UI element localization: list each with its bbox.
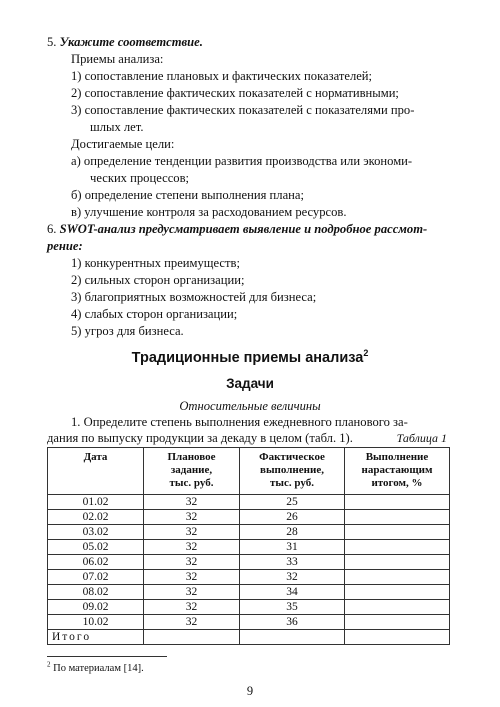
footnote-rule xyxy=(47,656,167,657)
cell-date: 03.02 xyxy=(48,525,144,540)
section-title xyxy=(0,349,500,367)
question-5-text: Укажите соответствие. xyxy=(59,35,203,49)
table-row xyxy=(48,570,450,585)
task-1-line-1: 1. Определите степень выполнения ежедневного планового за- xyxy=(71,415,408,429)
cell-date: 02.02 xyxy=(48,510,144,525)
total-empty-cell xyxy=(240,630,345,645)
cell-date: 06.02 xyxy=(48,555,144,570)
swot-item-2: 2) сильных сторон организации; xyxy=(71,273,245,287)
table-label: Таблица 1 xyxy=(396,431,447,445)
cell-plan: 32 xyxy=(144,525,240,540)
cell-cumulative xyxy=(345,570,450,585)
cell-actual: 26 xyxy=(240,510,345,525)
table-row xyxy=(48,585,450,600)
header-date: Дата xyxy=(48,448,144,495)
total-empty-cell xyxy=(345,630,450,645)
page-number: 9 xyxy=(246,684,254,698)
method-item-1: 1) сопоставление плановых и фактических показателей; xyxy=(71,69,373,83)
question-6-text: SWOT-анализ предусматривает выявление и подробное рассмот- xyxy=(59,222,428,236)
method-item-3: 3) сопоставление фактических показателей с показателями про- xyxy=(71,103,415,117)
question-6-line-1 xyxy=(47,221,427,238)
cell-cumulative xyxy=(345,540,450,555)
cell-actual: 36 xyxy=(240,615,345,630)
cell-actual: 34 xyxy=(240,585,345,600)
cell-actual: 25 xyxy=(240,495,345,510)
cell-plan: 32 xyxy=(144,615,240,630)
goal-item-b: б) определение степени выполнения плана; xyxy=(71,188,304,202)
cell-plan: 32 xyxy=(144,540,240,555)
cell-actual: 33 xyxy=(240,555,345,570)
question-5-title xyxy=(47,34,203,51)
cell-cumulative xyxy=(345,525,450,540)
question-5-number: 5. xyxy=(47,35,57,49)
cell-date: 01.02 xyxy=(48,495,144,510)
table-body xyxy=(48,495,450,645)
cell-cumulative xyxy=(345,600,450,615)
footnote xyxy=(47,662,144,675)
task-1-line-2: дания по выпуску продукции за декаду в целом (табл. 1). xyxy=(47,431,353,445)
section-footnote-mark: 2 xyxy=(363,348,369,359)
total-empty-cell xyxy=(144,630,240,645)
topic-title: Относительные величины xyxy=(179,399,321,413)
cell-plan: 32 xyxy=(144,555,240,570)
cell-cumulative xyxy=(345,585,450,600)
subsection-title: Задачи xyxy=(226,376,274,391)
footnote-text: По материалам [14]. xyxy=(50,663,144,674)
goals-heading: Достигаемые цели: xyxy=(71,137,175,151)
goal-item-a-cont: ческих процессов; xyxy=(90,171,190,185)
cell-date: 08.02 xyxy=(48,585,144,600)
cell-date: 10.02 xyxy=(48,615,144,630)
table-header-row xyxy=(48,448,450,495)
method-item-2: 2) сопоставление фактических показателей с нормативными; xyxy=(71,86,399,100)
cell-actual: 35 xyxy=(240,600,345,615)
data-table xyxy=(47,447,450,645)
cell-cumulative xyxy=(345,510,450,525)
cell-cumulative xyxy=(345,615,450,630)
goal-item-c: в) улучшение контроля за расходованием ресурсов. xyxy=(71,205,347,219)
table-row xyxy=(48,495,450,510)
cell-cumulative xyxy=(345,555,450,570)
question-6-line-2: рение: xyxy=(47,239,83,253)
swot-item-3: 3) благоприятных возможностей для бизнеса; xyxy=(71,290,317,304)
cell-date: 09.02 xyxy=(48,600,144,615)
footnote-mark: 2 xyxy=(47,660,51,669)
table-total-row xyxy=(48,630,450,645)
table-row xyxy=(48,600,450,615)
table-row xyxy=(48,540,450,555)
question-6-number: 6. xyxy=(47,222,57,236)
header-cumulative: Выполнение нарастающим итогом, % xyxy=(345,448,450,495)
table-row xyxy=(48,555,450,570)
methods-heading: Приемы анализа: xyxy=(71,52,164,66)
table-row xyxy=(48,615,450,630)
total-label: Итого xyxy=(48,630,144,645)
cell-plan: 32 xyxy=(144,570,240,585)
swot-item-1: 1) конкурентных преимуществ; xyxy=(71,256,240,270)
cell-actual: 31 xyxy=(240,540,345,555)
cell-date: 05.02 xyxy=(48,540,144,555)
swot-item-5: 5) угроз для бизнеса. xyxy=(71,324,184,338)
header-actual: Фактическое выполнение, тыс. руб. xyxy=(240,448,345,495)
cell-plan: 32 xyxy=(144,495,240,510)
table-row xyxy=(48,525,450,540)
section-title-text: Традиционные приемы анализа xyxy=(131,350,364,366)
cell-date: 07.02 xyxy=(48,570,144,585)
table-row xyxy=(48,510,450,525)
cell-cumulative xyxy=(345,495,450,510)
goal-item-a: а) определение тенденции развития производства или экономи- xyxy=(71,154,413,168)
cell-plan: 32 xyxy=(144,585,240,600)
header-plan: Плановое задание, тыс. руб. xyxy=(144,448,240,495)
method-item-3-cont: шлых лет. xyxy=(90,120,144,134)
swot-item-4: 4) слабых сторон организации; xyxy=(71,307,238,321)
cell-actual: 32 xyxy=(240,570,345,585)
cell-plan: 32 xyxy=(144,600,240,615)
cell-actual: 28 xyxy=(240,525,345,540)
cell-plan: 32 xyxy=(144,510,240,525)
